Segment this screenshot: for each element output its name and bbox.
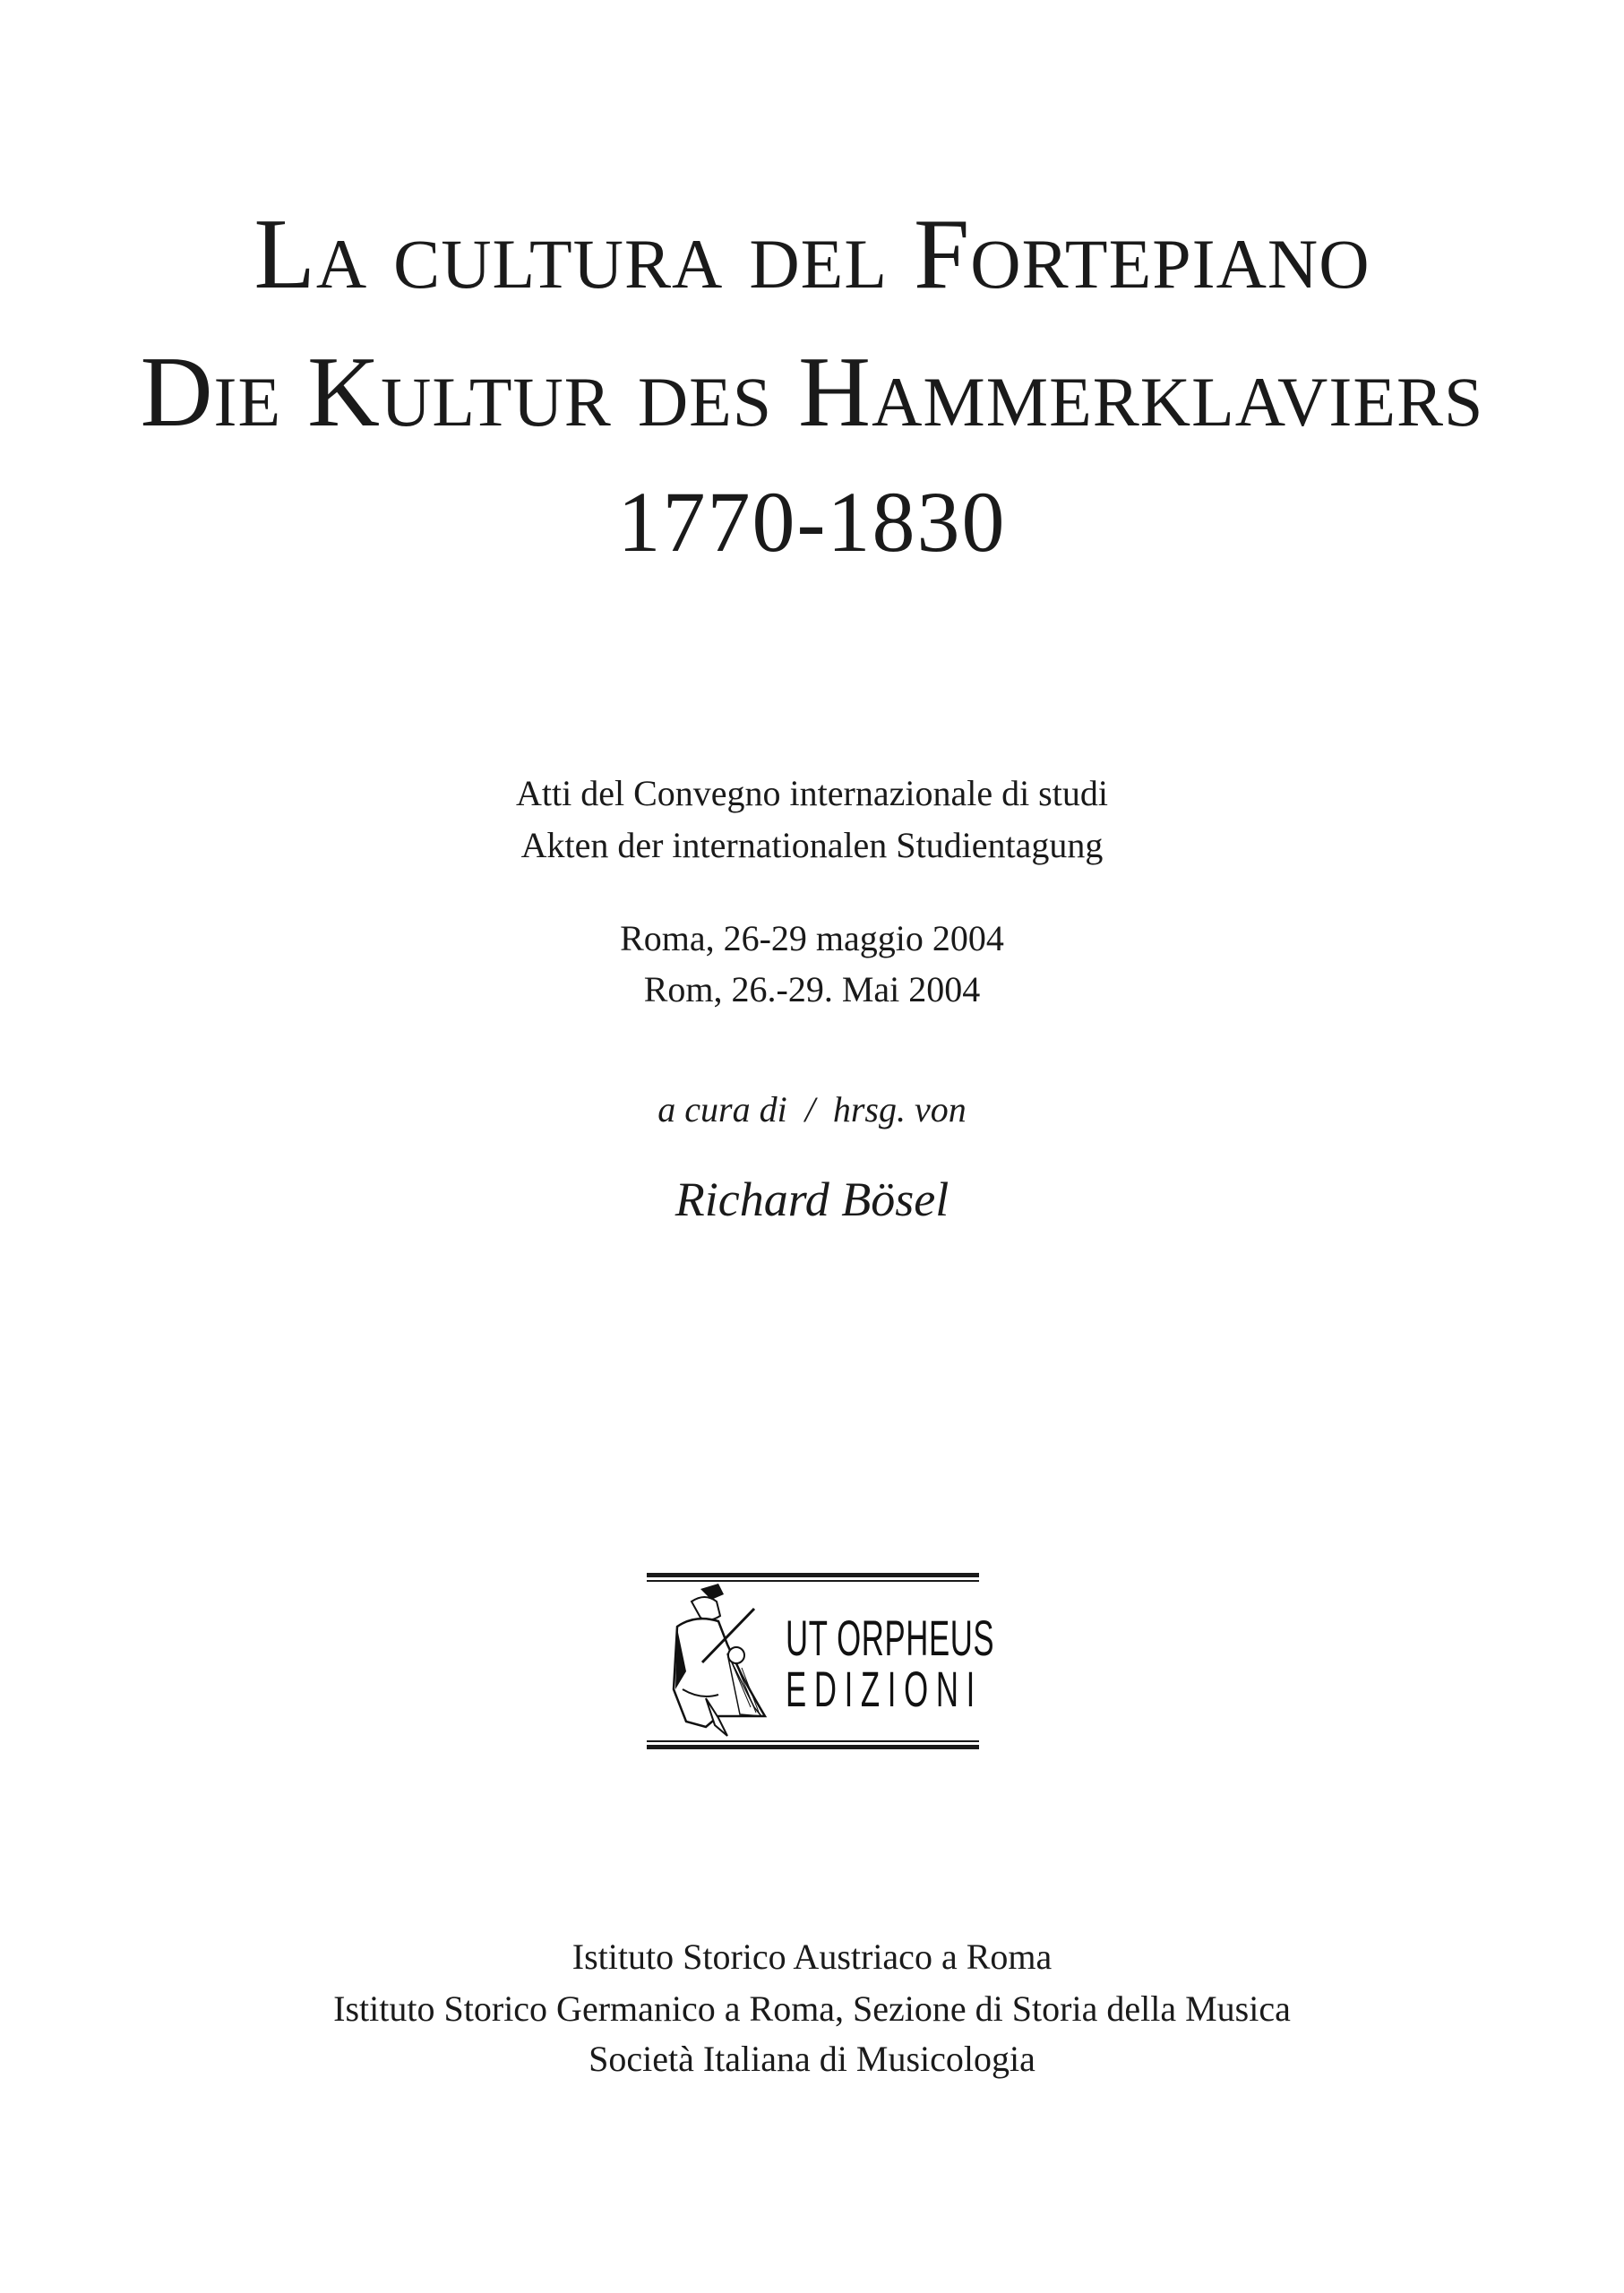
institution-german: Istituto Storico Germanico a Roma, Sezione di Storia della Musica <box>333 1988 1291 2029</box>
musician-woodcut-icon <box>665 1582 772 1739</box>
venue-german: Rom, 26.-29. Mai 2004 <box>643 969 981 1009</box>
logo-text-ut-orpheus: UT ORPHEUS <box>786 1610 995 1666</box>
institution-musicology-society: Società Italiana di Musicologia <box>589 2039 1035 2079</box>
editor-name: Richard Bösel <box>675 1172 949 1226</box>
logo-bottom-thin-rule <box>647 1740 979 1742</box>
title-years: 1770-1830 <box>617 474 1007 570</box>
subtitle-german: Akten der internationalen Studientagung <box>520 825 1104 865</box>
title-german: Die Kultur des Hammerklaviers <box>140 337 1484 448</box>
logo-bottom-thick-rule <box>647 1745 979 1749</box>
logo-top-thick-rule <box>647 1573 979 1577</box>
logo-text-edizioni: EDIZIONI <box>786 1661 983 1717</box>
title-italian: La cultura del Fortepiano <box>253 199 1371 310</box>
editor-label: a cura di / hrsg. von <box>657 1089 967 1129</box>
institution-austrian: Istituto Storico Austriaco a Roma <box>571 1937 1053 1977</box>
venue-italian: Roma, 26-29 maggio 2004 <box>620 918 1004 958</box>
subtitle-italian: Atti del Convegno internazionale di studi <box>516 773 1108 813</box>
